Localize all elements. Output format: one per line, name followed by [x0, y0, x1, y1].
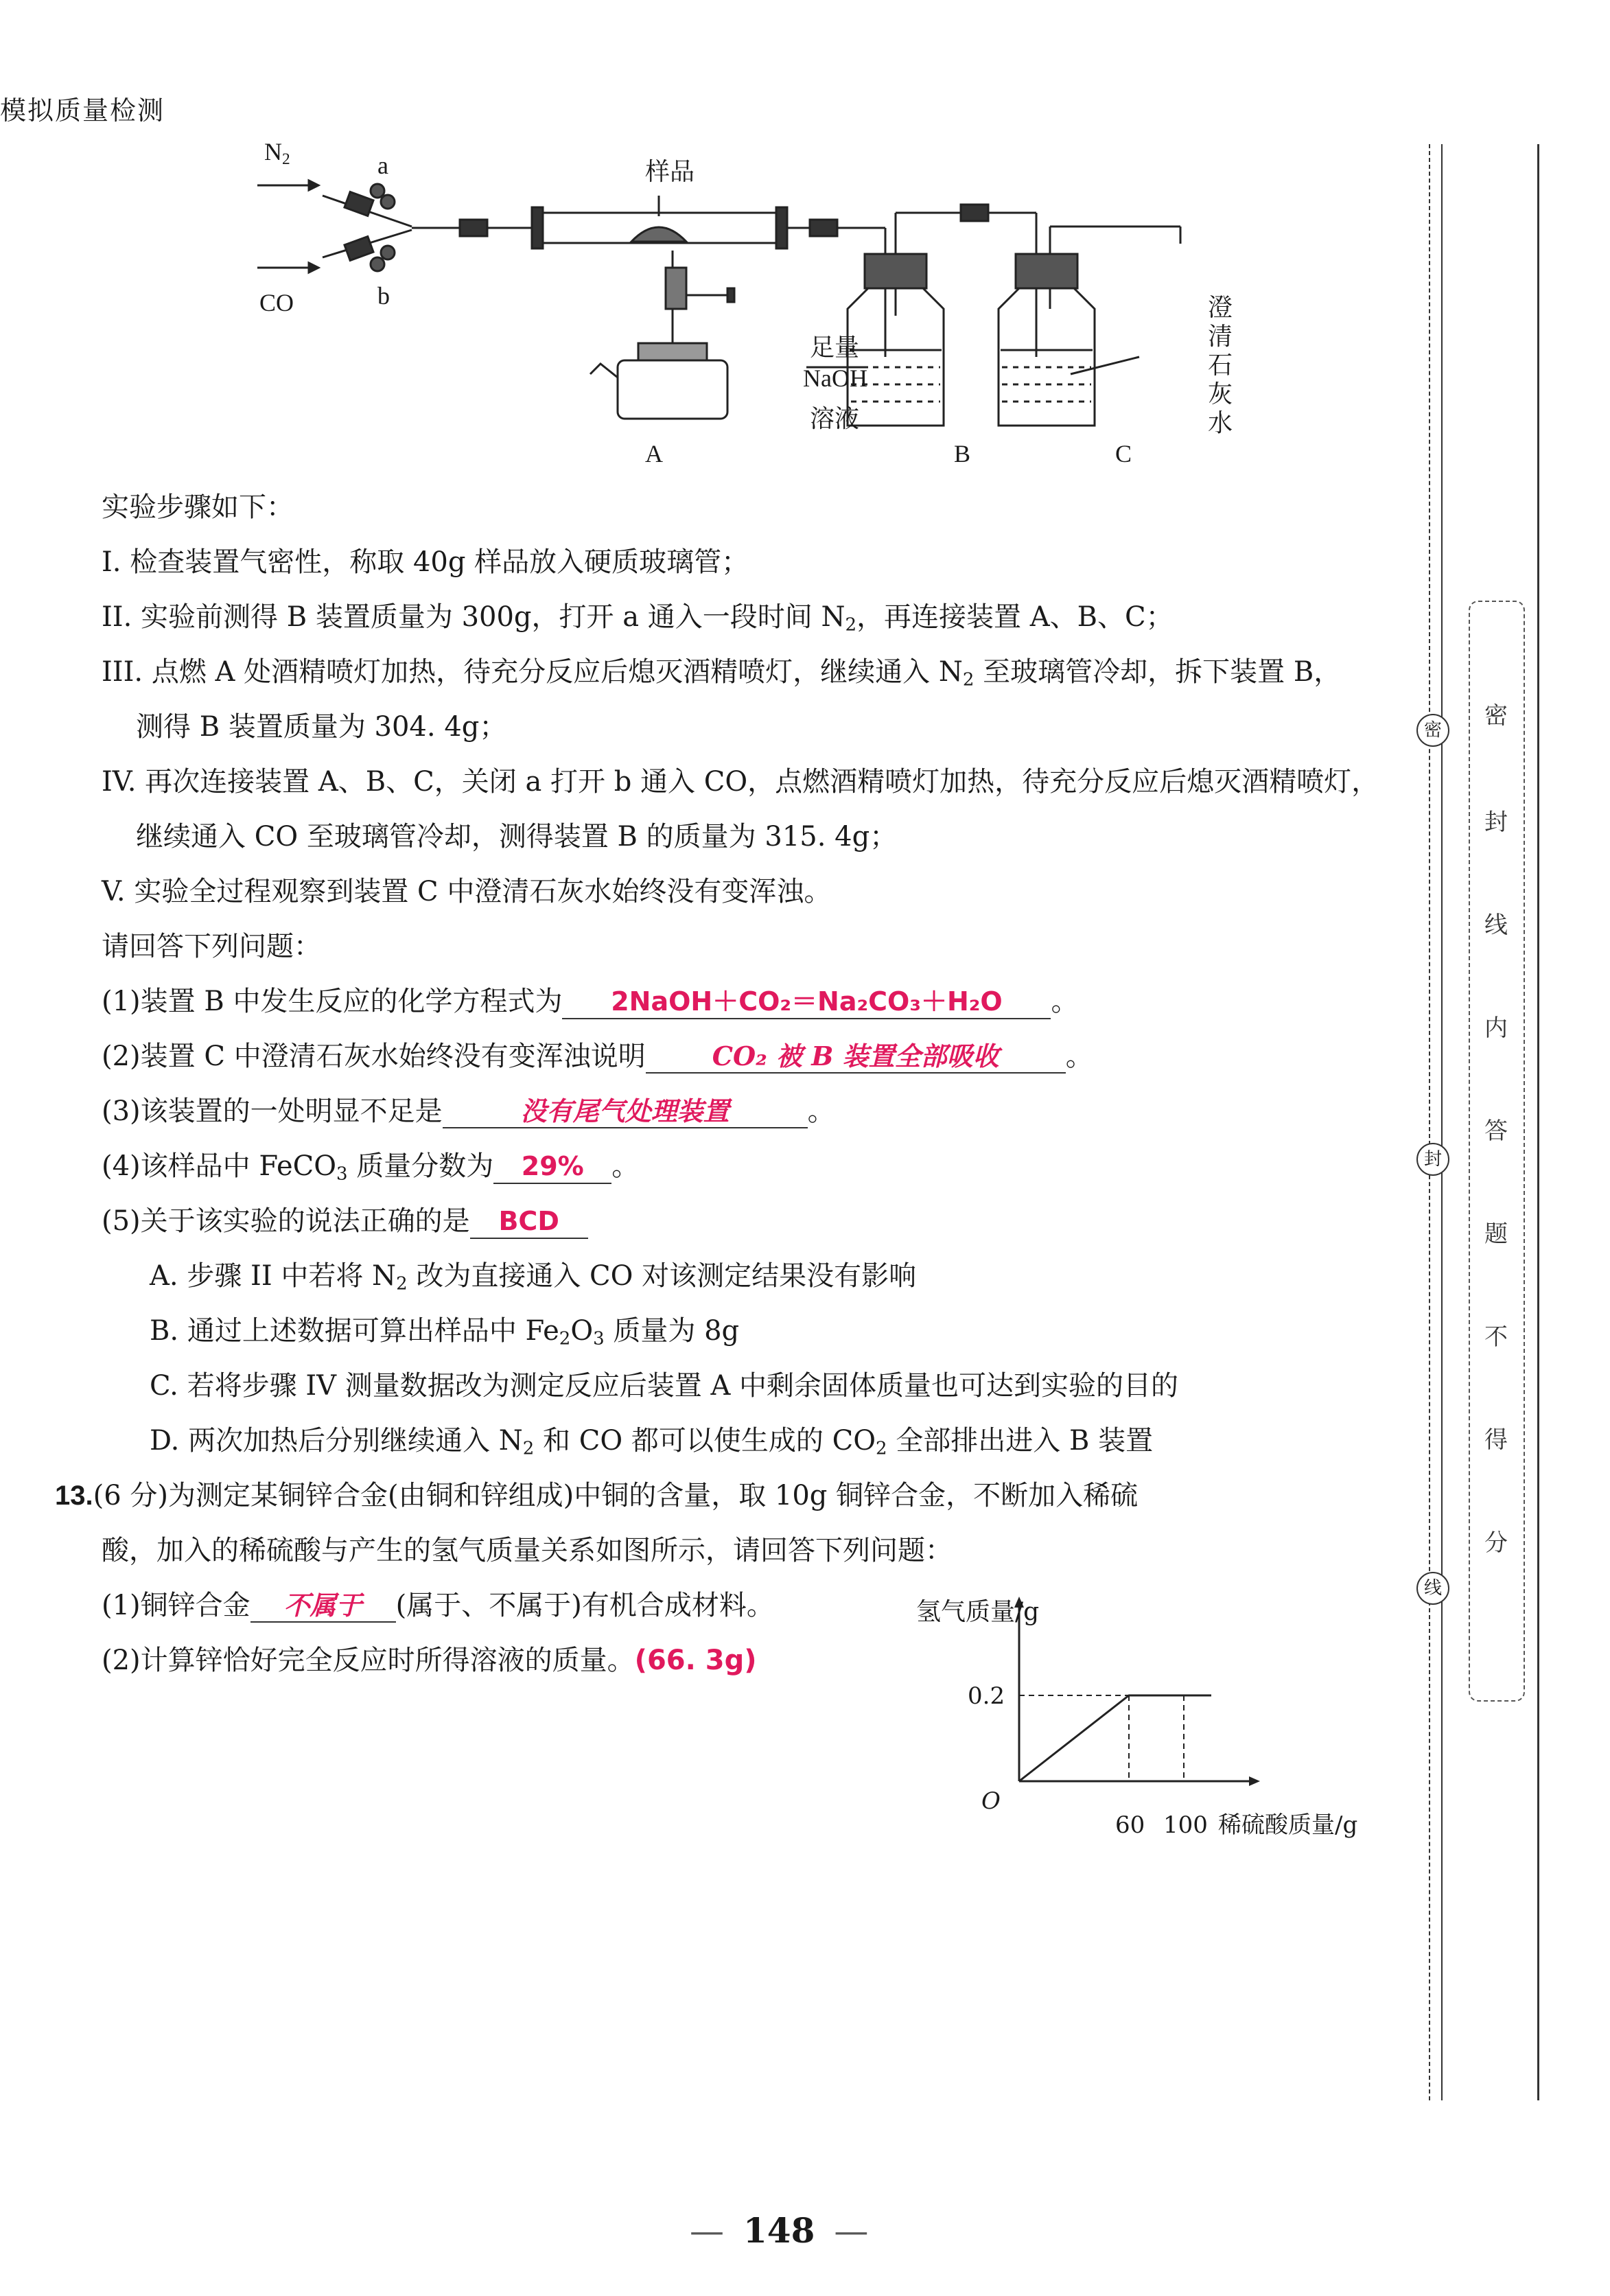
option-a: A. 步骤 II 中若将 $N_2$ 改为直接通入 CO 对该测定结果没有影响	[150, 1260, 917, 1295]
x-tick-100: 100	[1163, 1811, 1208, 1839]
seal-circle: 封	[1416, 1143, 1449, 1176]
step-5: V. 实验全过程观察到装置 C 中澄清石灰水始终没有变浑浊。	[102, 876, 832, 907]
apparatus-diagram	[247, 130, 1249, 487]
option-d: D. 两次加热后分别继续通入 $N_2$ 和 CO 都可以使生成的 $CO_2$ 全部排出进入 B 装置	[150, 1425, 1154, 1459]
steps-intro: 实验步骤如下：	[102, 491, 294, 523]
label-naoh-3: 溶液	[810, 405, 860, 433]
seal-circle: 密	[1416, 714, 1449, 747]
label-limewater-3: 灰	[1208, 380, 1233, 408]
label-B: B	[954, 440, 971, 467]
question-1: (1)装置 B 中发生反应的化学方程式为 2NaOH＋CO₂＝Na₂CO₃＋H₂O 。	[102, 985, 1078, 1019]
seal-circle: 线	[1416, 1572, 1449, 1605]
step-4-cont: 继续通入 CO 至玻璃管冷却，测得装置 B 的质量为 315. 4g；	[136, 821, 898, 853]
option-c: C. 若将步骤 IV 测量数据改为测定反应后装置 A 中剩余固体质量也可达到实验的目的	[150, 1370, 1179, 1402]
label-sample: 样品	[645, 158, 695, 186]
questions-intro: 请回答下列问题：	[102, 931, 321, 962]
seal-char: 答	[1484, 1117, 1508, 1145]
label-naoh-2: NaOH	[803, 364, 867, 392]
answer-3: 没有尾气处理装置	[443, 1095, 808, 1128]
header-title: 模拟质量检测	[0, 95, 165, 126]
seal-char: 分	[1484, 1529, 1508, 1557]
label-C: C	[1115, 440, 1132, 467]
hydrogen-chart	[865, 1579, 1400, 1846]
label-limewater-4: 水	[1208, 409, 1233, 437]
x-axis-label: 稀硫酸质量/g	[1218, 1811, 1358, 1839]
q13-part-2: (2)计算锌恰好完全反应时所得溶液的质量。(66. 3g)	[102, 1645, 757, 1676]
seal-char: 封	[1484, 809, 1508, 836]
step-2: II. 实验前测得 B 装置质量为 300g，打开 a 通入一段时间 $N_2$，再连接装置 A、B、C；	[102, 601, 1174, 636]
label-a: a	[377, 152, 388, 179]
label-limewater-1: 清	[1208, 323, 1233, 351]
seal-solid-line-1	[1441, 144, 1443, 2100]
q13-head: 13.(6 分)为测定某铜锌合金(由铜和锌组成)中铜的含量，取 10g 铜锌合金，不断加入稀硫	[55, 1480, 1139, 1511]
answer-2: CO₂ 被 B 装置全部吸收	[646, 1041, 1066, 1074]
label-naoh-1: 足量	[810, 334, 860, 362]
series-line	[1019, 1695, 1211, 1781]
x-tick-60: 60	[1115, 1811, 1145, 1839]
answer-1: 2NaOH＋CO₂＝Na₂CO₃＋H₂O	[562, 986, 1051, 1019]
label-n2: $N_2$	[264, 138, 290, 168]
q13-head-cont: 酸，加入的稀硫酸与产生的氢气质量关系如图所示，请回答下列问题：	[102, 1535, 953, 1566]
option-b: B. 通过上述数据可算出样品中 $Fe_2O_3$ 质量为 8g	[150, 1315, 740, 1349]
seal-dashed-line	[1429, 144, 1430, 2100]
seal-char: 内	[1484, 1014, 1508, 1042]
question-4: (4)该样品中 FeCO$_3$ 质量分数为 29% 。	[102, 1150, 640, 1185]
q13-answer-1: 不属于	[250, 1590, 396, 1623]
seal-char: 线	[1484, 912, 1508, 939]
seal-char: 题	[1484, 1220, 1508, 1248]
label-A: A	[645, 440, 663, 467]
question-2: (2)装置 C 中澄清石灰水始终没有变浑浊说明 CO₂ 被 B 装置全部吸收 。	[102, 1041, 1093, 1072]
step-4: IV. 再次连接装置 A、B、C，关闭 a 打开 b 通入 CO，点燃酒精喷灯加热，待充分反应后熄灭酒精喷灯，	[102, 766, 1379, 798]
origin-label: O	[981, 1787, 1001, 1815]
q13-part-1: (1)铜锌合金 不属于 (属于、不属于)有机合成材料。	[102, 1590, 774, 1621]
answer-4: 29%	[493, 1151, 611, 1184]
seal-char: 密	[1484, 702, 1508, 730]
label-b: b	[377, 282, 390, 310]
page-number: — 148 —	[690, 2210, 869, 2251]
seal-char: 得	[1484, 1426, 1508, 1454]
q13-answer-2: (66. 3g)	[634, 1645, 757, 1676]
label-co: CO	[259, 289, 294, 316]
step-1: I. 检查装置气密性，称取 40g 样品放入硬质玻璃管；	[102, 546, 749, 578]
seal-solid-line-2	[1537, 144, 1539, 2100]
step-3: III. 点燃 A 处酒精喷灯加热，待充分反应后熄灭酒精喷灯，继续通入 $N_2$ 至玻璃管冷却，拆下装置 B，	[102, 656, 1342, 691]
x-axis-arrow	[1249, 1776, 1260, 1786]
question-3: (3)该装置的一处明显不足是 没有尾气处理装置 。	[102, 1095, 835, 1127]
y-tick-0.2: 0.2	[968, 1682, 1005, 1710]
answer-5: BCD	[470, 1206, 588, 1239]
question-5: (5)关于该实验的说法正确的是 BCD	[102, 1205, 588, 1239]
label-limewater-0: 澄	[1208, 294, 1233, 322]
y-axis-label: 氢气质量/g	[916, 1598, 1040, 1626]
label-limewater-2: 石	[1208, 351, 1233, 380]
seal-char: 不	[1484, 1323, 1508, 1351]
step-3-cont: 测得 B 装置质量为 304. 4g；	[136, 711, 507, 743]
